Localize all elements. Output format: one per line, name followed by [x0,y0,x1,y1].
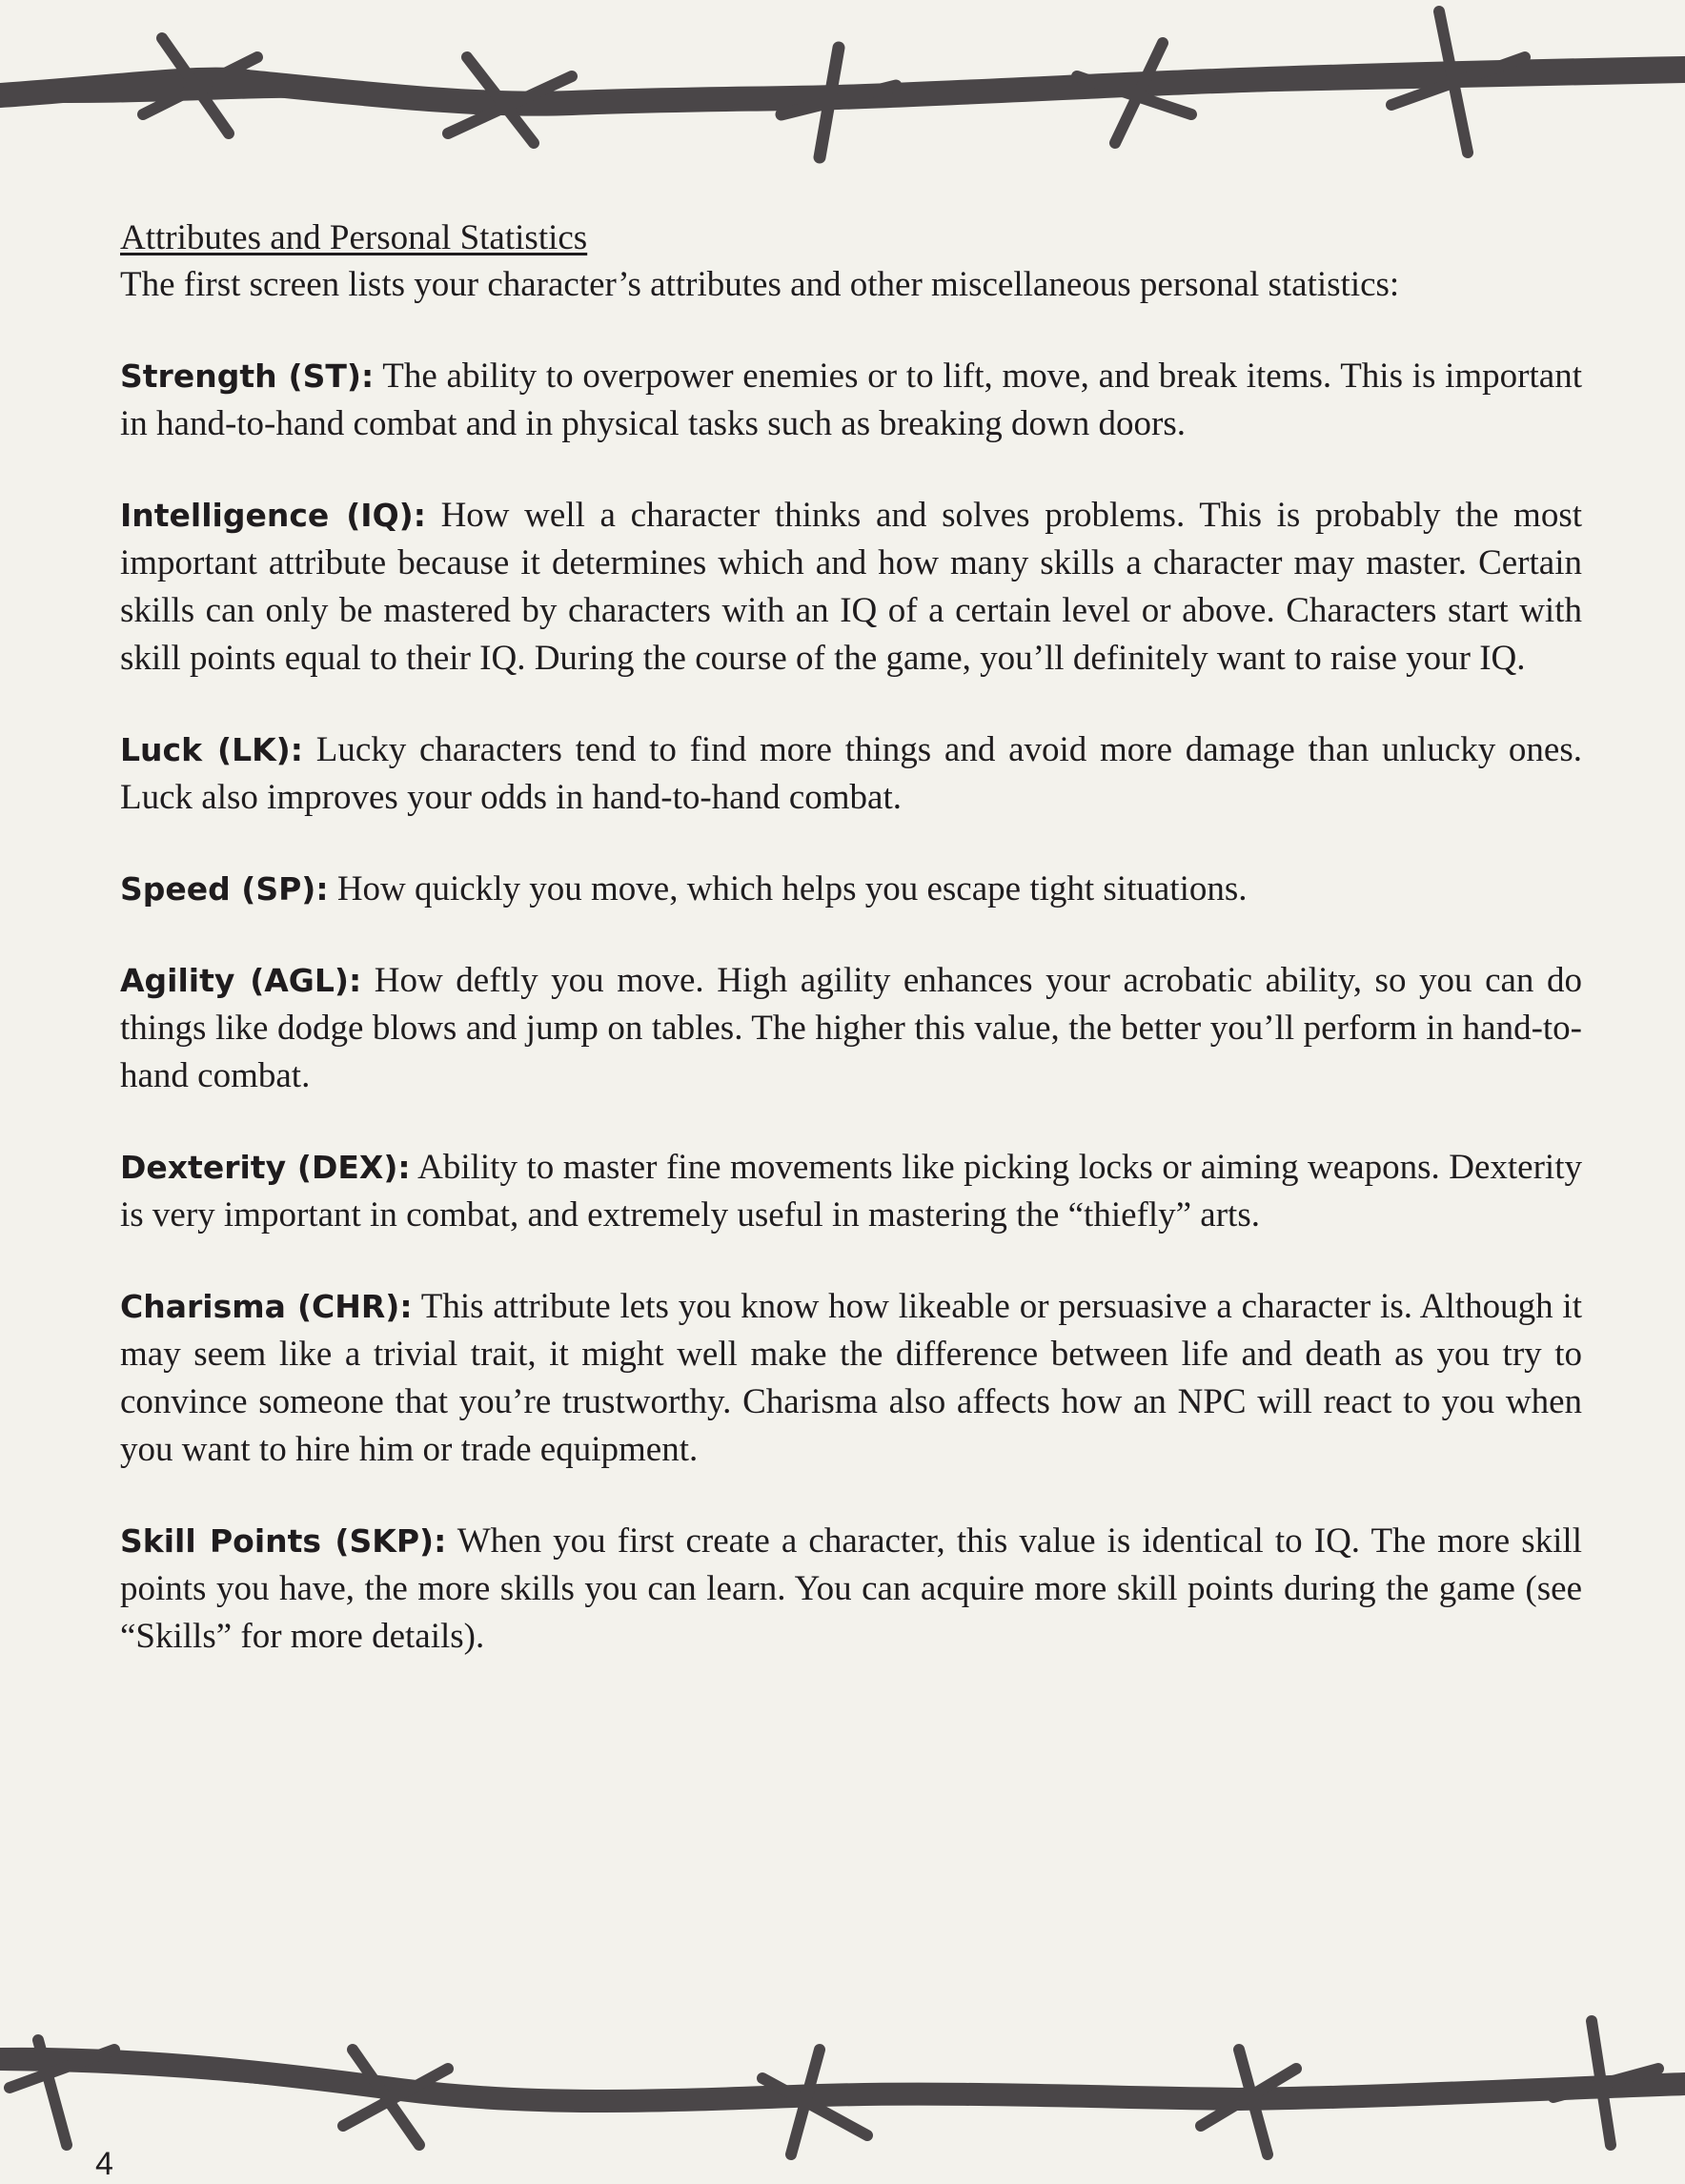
page-content [120,215,1582,1704]
attribute-description: How quickly you move, which helps you escape tight situations. [336,869,1248,908]
attribute-speed [120,866,1582,913]
attribute-description: How well a character thinks and solves problems. This is probably the most important attribute because it determines which and how many skills a character may master. Certain skills can only be mastered by characters with an IQ of a certain level or above. Characters start with skill points equal to their IQ. During the course of the game, you’ll definitely want to raise your IQ. [120,496,1583,678]
attribute-term: Skill Points (SKP): [120,1522,447,1560]
attribute-charisma [120,1283,1582,1474]
attribute-term: Charisma (CHR): [120,1288,413,1325]
attribute-term: Luck (LK): [120,731,303,768]
attribute-term: Speed (SP): [120,870,329,908]
attribute-term: Intelligence (IQ): [120,497,426,534]
attribute-description: This attribute lets you know how likeable or persuasive a character is. Although it may seem like a trivial trait, it might well make the difference between life and death as you try to convince someone that you’re trustworthy. Charisma also affects how an NPC will react to you when you want to hire him or trade equipment. [120,1287,1582,1469]
section-title: Attributes and Personal Statistics [120,218,588,257]
attribute-dexterity [120,1144,1582,1239]
attribute-luck [120,726,1582,822]
attribute-description: Ability to master fine movements like picking locks or aiming weapons. Dexterity is very important in combat, and extremely useful in mastering the “thiefly” arts. [120,1148,1582,1235]
attribute-description: Lucky characters tend to find more things and avoid more damage than unlucky ones. Luck also improves your odds in hand-to-hand combat. [120,730,1582,817]
attribute-description: The ability to overpower enemies or to lift, move, and break items. This is important in hand-to-hand combat and in physical tasks such as breaking down doors. [120,357,1582,443]
attribute-description: How deftly you move. High agility enhances your acrobatic ability, so you can do things like dodge blows and jump on tables. The higher this value, the better you’ll perform in hand-to-hand combat. [120,961,1582,1095]
attribute-intelligence [120,492,1582,683]
attribute-skill-points [120,1518,1582,1661]
attribute-term: Dexterity (DEX): [120,1149,411,1186]
barbed-wire-top-border [0,0,1685,191]
attribute-description: When you first create a character, this value is identical to IQ. The more skill points you have, the more skills you can learn. You can acquire more skill points during the game (see “Skills” for more details). [120,1521,1582,1656]
barbed-wire-bottom-border [0,2011,1685,2184]
attribute-strength [120,353,1582,448]
intro-paragraph: The first screen lists your character’s attributes and other miscellaneous personal statistics: [120,265,1400,304]
page-number: 4 [95,2146,113,2182]
attribute-term: Agility (AGL): [120,962,362,999]
attribute-term: Strength (ST): [120,357,375,395]
attribute-agility [120,957,1582,1100]
